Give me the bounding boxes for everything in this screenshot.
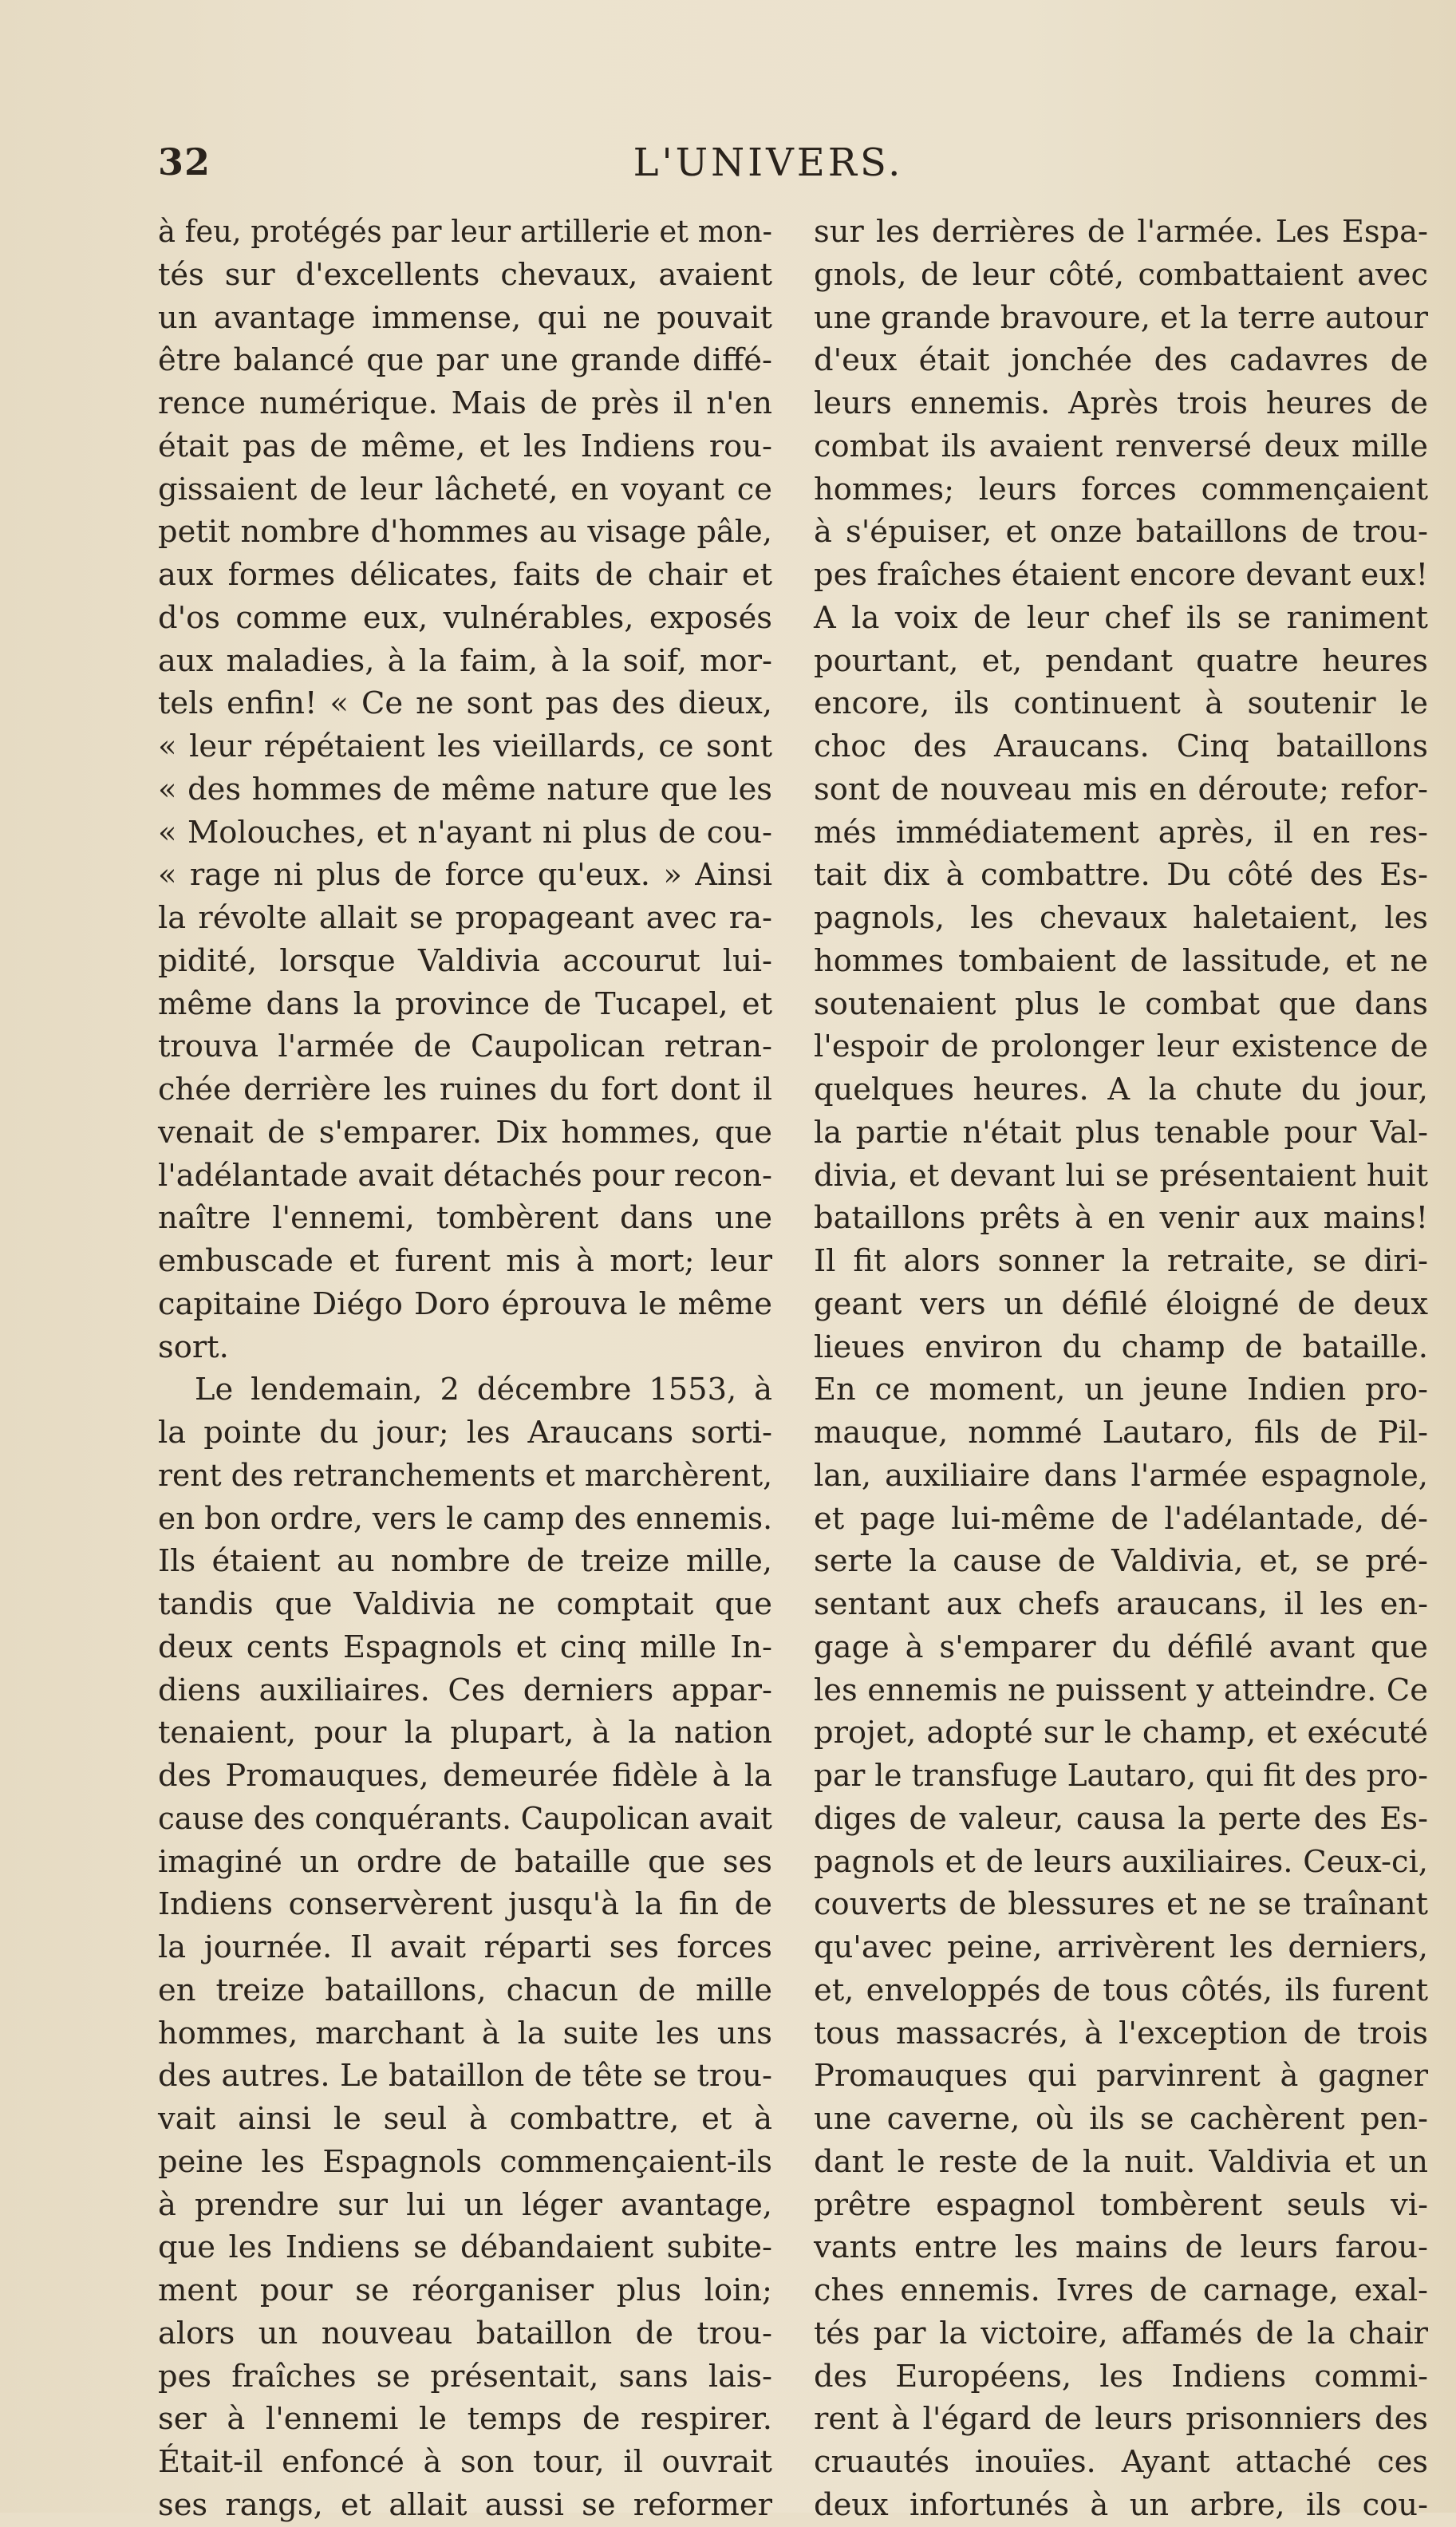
text-line: pagnols, les chevaux haletaient, les xyxy=(814,900,1428,936)
text-line: venait de s'emparer. Dix hommes, que xyxy=(158,1114,772,1151)
text-line: une grande bravoure, et la terre autour xyxy=(814,299,1428,336)
text-line: sentant aux chefs araucans, il les en- xyxy=(814,1586,1428,1622)
text-line: En ce moment, un jeune Indien pro- xyxy=(814,1372,1428,1408)
text-line: tés sur d'excellents chevaux, avaient xyxy=(158,256,772,293)
text-line: petit nombre d'hommes au visage pâle, xyxy=(158,514,772,551)
text-line: soutenaient plus le combat que dans xyxy=(814,985,1428,1022)
text-line: aux maladies, à la faim, à la soif, mor- xyxy=(158,642,772,679)
running-title: L'UNIVERS. xyxy=(633,140,904,185)
text-line: ses rangs, et allait aussi se reformer xyxy=(158,2486,772,2523)
text-line: en treize bataillons, chacun de mille xyxy=(158,1972,772,2008)
text-line: pidité, lorsque Valdivia accourut lui- xyxy=(158,942,772,979)
text-line: gnols, de leur côté, combattaient avec xyxy=(814,256,1428,293)
text-line: pes fraîches étaient encore devant eux! xyxy=(814,557,1429,593)
text-line: quelques heures. A la chute du jour, xyxy=(814,1072,1428,1108)
text-line: des autres. Le bataillon de tête se trou- xyxy=(158,2058,772,2095)
text-line: peine les Espagnols commençaient-ils xyxy=(158,2143,772,2180)
text-line: prêtre espagnol tombèrent seuls vi- xyxy=(814,2186,1428,2223)
text-column-right xyxy=(814,211,1428,2527)
text-line: « des hommes de même nature que les xyxy=(158,771,772,807)
text-line: à s'épuiser, et onze bataillons de trou- xyxy=(814,514,1428,551)
text-line: chée derrière les ruines du fort dont il xyxy=(158,1072,772,1108)
text-line: la journée. Il avait réparti ses forces xyxy=(158,1929,772,1965)
text-line: et, enveloppés de tous côtés, ils furent xyxy=(814,1972,1428,2008)
text-line: hommes tombaient de lassitude, et ne xyxy=(814,942,1428,979)
text-line: par le transfuge Lautaro, qui fit des pro- xyxy=(814,1758,1428,1794)
text-line: en bon ordre, vers le camp des ennemis. xyxy=(158,1500,773,1537)
text-line: « leur répétaient les vieillards, ce sont xyxy=(158,728,772,764)
text-line: choc des Araucans. Cinq bataillons xyxy=(814,728,1428,764)
text-line: tenaient, pour la plupart, à la nation xyxy=(158,1715,772,1751)
text-line: un avantage immense, qui ne pouvait xyxy=(158,299,772,336)
text-line: embuscade et furent mis à mort; leur xyxy=(158,1243,772,1279)
text-line: sont de nouveau mis en déroute; refor- xyxy=(814,771,1428,807)
text-line: ches ennemis. Ivres de carnage, exal- xyxy=(814,2272,1428,2308)
text-line: tés par la victoire, affamés de la chair xyxy=(814,2315,1428,2351)
text-line: divia, et devant lui se présentaient huit xyxy=(814,1157,1428,1194)
text-line: couverts de blessures et ne se traînant xyxy=(814,1886,1428,1923)
text-line: hommes, marchant à la suite les uns xyxy=(158,2015,772,2051)
text-line: ment pour se réorganiser plus loin; xyxy=(158,2272,772,2308)
text-line: Était-il enfoncé à son tour, il ouvrait xyxy=(158,2444,772,2480)
text-line: pes fraîches se présentait, sans lais- xyxy=(158,2358,772,2395)
text-line: sort. xyxy=(158,1329,229,1365)
text-line: l'espoir de prolonger leur existence de xyxy=(814,1029,1428,1065)
text-line: gage à s'emparer du défilé avant que xyxy=(814,1629,1428,1665)
text-line: tait dix à combattre. Du côté des Es- xyxy=(814,857,1428,894)
text-line: d'os comme eux, vulnérables, exposés xyxy=(158,599,772,636)
text-line: était pas de même, et les Indiens rou- xyxy=(158,428,772,464)
text-line: sur les derrières de l'armée. Les Espa- xyxy=(814,214,1428,250)
text-line: naître l'ennemi, tombèrent dans une xyxy=(158,1200,772,1237)
text-column-left xyxy=(158,211,772,2527)
text-line: diges de valeur, causa la perte des Es- xyxy=(814,1800,1428,1837)
text-line: projet, adopté sur le champ, et exécuté xyxy=(814,1715,1428,1751)
text-line: més immédiatement après, il en res- xyxy=(814,814,1428,851)
text-line: pagnols et de leurs auxiliaires. Ceux-ci, xyxy=(814,1843,1428,1880)
text-line: qu'avec peine, arrivèrent les derniers, xyxy=(814,1929,1428,1965)
text-line: A la voix de leur chef ils se raniment xyxy=(814,599,1428,636)
text-line: ser à l'ennemi le temps de respirer. xyxy=(158,2401,772,2438)
text-line: à prendre sur lui un léger avantage, xyxy=(158,2186,772,2223)
text-line: aux formes délicates, faits de chair et xyxy=(158,557,772,593)
text-line: rent des retranchements et marchèrent, xyxy=(158,1457,773,1494)
text-line: la partie n'était plus tenable pour Val- xyxy=(814,1114,1428,1151)
text-line: hommes; leurs forces commençaient xyxy=(814,471,1428,507)
text-line: pourtant, et, pendant quatre heures xyxy=(814,642,1428,679)
text-line: cause des conquérants. Caupolican avait xyxy=(158,1800,772,1837)
text-line: cruautés inouïes. Ayant attaché ces xyxy=(814,2444,1428,2480)
text-line: la révolte allait se propageant avec ra- xyxy=(158,900,772,936)
text-line: leurs ennemis. Après trois heures de xyxy=(814,385,1428,421)
text-line: tandis que Valdivia ne comptait que xyxy=(158,1586,772,1622)
text-line: à feu, protégés par leur artillerie et mon- xyxy=(158,214,773,250)
text-line: même dans la province de Tucapel, et xyxy=(158,985,772,1022)
text-line: gissaient de leur lâcheté, en voyant ce xyxy=(158,471,772,507)
page-header xyxy=(158,140,1379,196)
text-line: Ils étaient au nombre de treize mille, xyxy=(158,1543,772,1580)
text-line: rence numérique. Mais de près il n'en xyxy=(158,385,772,421)
text-line: lan, auxiliaire dans l'armée espagnole, xyxy=(814,1457,1428,1494)
text-line: vait ainsi le seul à combattre, et à xyxy=(158,2101,772,2137)
text-line: imaginé un ordre de bataille que ses xyxy=(158,1843,772,1880)
text-line: dant le reste de la nuit. Valdivia et un xyxy=(814,2143,1428,2180)
text-line: « rage ni plus de force qu'eux. » Ainsi xyxy=(158,857,772,894)
text-line: mauque, nommé Lautaro, fils de Pil- xyxy=(814,1415,1428,1451)
text-line: diens auxiliaires. Ces derniers appar- xyxy=(158,1672,772,1708)
text-line: et page lui-même de l'adélantade, dé- xyxy=(814,1500,1428,1537)
text-line: vants entre les mains de leurs farou- xyxy=(814,2229,1428,2266)
text-line: lieues environ du champ de bataille. xyxy=(814,1329,1428,1365)
page-number: 32 xyxy=(158,140,211,184)
text-line: les ennemis ne puissent y atteindre. Ce xyxy=(814,1672,1428,1708)
text-line: Promauques qui parvinrent à gagner xyxy=(814,2058,1428,2095)
text-line: Le lendemain, 2 décembre 1553, à xyxy=(195,1372,772,1408)
text-line: serte la cause de Valdivia, et, se pré- xyxy=(814,1543,1428,1580)
text-line: tels enfin! « Ce ne sont pas des dieux, xyxy=(158,685,772,722)
text-line: alors un nouveau bataillon de trou- xyxy=(158,2315,772,2351)
text-line: tous massacrés, à l'exception de trois xyxy=(814,2015,1428,2051)
text-line: deux cents Espagnols et cinq mille In- xyxy=(158,1629,772,1665)
text-line: la pointe du jour; les Araucans sorti- xyxy=(158,1415,772,1451)
text-line: bataillons prêts à en venir aux mains! xyxy=(814,1200,1428,1237)
text-line: « Molouches, et n'ayant ni plus de cou- xyxy=(158,814,772,851)
text-line: que les Indiens se débandaient subite- xyxy=(158,2229,772,2266)
text-line: combat ils avaient renversé deux mille xyxy=(814,428,1428,464)
text-line: trouva l'armée de Caupolican retran- xyxy=(158,1029,772,1065)
text-line: l'adélantade avait détachés pour recon- xyxy=(158,1157,772,1194)
text-line: des Promauques, demeurée fidèle à la xyxy=(158,1758,772,1794)
text-line: Indiens conservèrent jusqu'à la fin de xyxy=(158,1886,772,1923)
text-line: rent à l'égard de leurs prisonniers des xyxy=(814,2401,1428,2438)
text-line: encore, ils continuent à soutenir le xyxy=(814,685,1428,722)
text-line: une caverne, où ils se cachèrent pen- xyxy=(814,2101,1428,2137)
text-line: geant vers un défilé éloigné de deux xyxy=(814,1285,1428,1322)
text-line: d'eux était jonchée des cadavres de xyxy=(814,342,1428,379)
text-line: capitaine Diégo Doro éprouva le même xyxy=(158,1285,772,1322)
text-line: être balancé que par une grande diffé- xyxy=(158,342,772,379)
text-line: Il fit alors sonner la retraite, se diri- xyxy=(814,1243,1428,1279)
text-line: des Européens, les Indiens commi- xyxy=(814,2358,1428,2395)
text-line: deux infortunés à un arbre, ils cou- xyxy=(814,2486,1428,2523)
